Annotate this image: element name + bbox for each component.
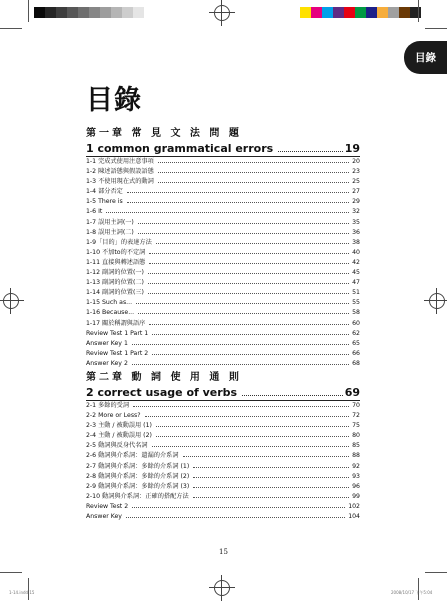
chapter-zh-title: 第二章 動 詞 使 用 通 則	[86, 371, 242, 383]
toc-entry-page: 93	[352, 472, 360, 480]
toc-entry-page: 20	[352, 158, 360, 165]
chapter-page-number: 69	[344, 385, 360, 399]
table-of-contents	[86, 125, 360, 522]
toc-entry	[86, 411, 360, 421]
toc-entry-title: 2-10 動詞與介系詞：正確的搭配方法	[86, 492, 189, 500]
color-swatch	[122, 7, 133, 18]
color-swatch	[366, 7, 377, 18]
toc-entry-page: 40	[352, 248, 360, 256]
side-tab	[404, 41, 447, 74]
color-swatch	[333, 7, 344, 18]
dot-leader	[126, 517, 345, 518]
toc-entry	[86, 359, 360, 369]
toc-entry-page: 58	[352, 309, 360, 317]
color-swatch	[56, 7, 67, 18]
color-swatch	[89, 7, 100, 18]
dot-leader	[127, 192, 349, 193]
toc-entry	[86, 319, 360, 329]
toc-entry	[86, 167, 360, 177]
toc-entry-title: Answer Key 1	[86, 339, 128, 347]
toc-entry-title: 1-6 It	[86, 208, 103, 216]
color-swatch	[388, 7, 399, 18]
dot-leader	[193, 497, 349, 498]
dot-leader	[145, 416, 350, 417]
dot-leader	[152, 446, 350, 447]
side-tab-label: 目錄	[415, 52, 436, 64]
toc-entry-title: 2-4 主動 / 被動誤用 (2)	[86, 432, 152, 440]
toc-entry-title: 1-3 不使用現在式的動詞	[86, 178, 154, 186]
toc-entry-title: 1-4 部分否定	[86, 188, 123, 196]
toc-entry-title: 1-11 直接與轉述語態	[86, 258, 146, 266]
toc-entry-page: 72	[352, 412, 360, 420]
toc-entry-page: 65	[352, 339, 360, 347]
toc-entry-page: 51	[352, 289, 360, 297]
registration-mark-icon	[214, 5, 230, 21]
crop-mark	[28, 578, 29, 600]
toc-entry-page: 80	[352, 432, 360, 440]
registration-mark-icon	[3, 293, 19, 309]
dot-leader	[138, 223, 349, 224]
toc-entry	[86, 218, 360, 228]
dot-leader	[193, 467, 349, 468]
toc-entry-page: 88	[352, 452, 360, 460]
registration-mark-icon	[429, 293, 445, 309]
toc-entry	[86, 207, 360, 217]
toc-entry-page: 23	[352, 168, 360, 176]
toc-entry-title: 1-10 不加to的不定詞	[86, 248, 146, 256]
dot-leader	[156, 426, 349, 427]
toc-entry	[86, 502, 360, 512]
dot-leader	[132, 344, 349, 345]
toc-entry	[86, 431, 360, 441]
toc-entry	[86, 278, 360, 288]
toc-entry	[86, 288, 360, 298]
toc-entry-title: 1-1 完成式使用注意事項	[86, 158, 154, 165]
chapter-page-number: 19	[344, 142, 360, 155]
toc-entry	[86, 421, 360, 431]
dot-leader	[149, 253, 349, 254]
dot-leader	[156, 243, 349, 244]
toc-entry-page: 55	[352, 299, 360, 307]
dot-leader	[148, 273, 349, 274]
toc-entry	[86, 197, 360, 207]
toc-entry	[86, 187, 360, 197]
toc-entry-page: 25	[352, 178, 360, 186]
toc-entry-page: 38	[352, 238, 360, 246]
chapter-zh-title: 第一章 常 見 文 法 問 題	[86, 128, 242, 139]
toc-entry-page: 85	[352, 442, 360, 450]
toc-entry-title: 1-14 副詞的位置(三)	[86, 289, 144, 297]
toc-entry-title: 2-6 動詞與介系詞：遺漏的介系詞	[86, 452, 179, 460]
dot-leader	[193, 487, 349, 488]
dot-leader	[158, 182, 349, 183]
toc-entry	[86, 177, 360, 187]
toc-entry	[86, 308, 360, 318]
color-swatch	[399, 7, 410, 18]
toc-entry-page: 60	[352, 319, 360, 327]
page-title: 目錄	[86, 85, 142, 116]
toc-entry	[86, 238, 360, 248]
crop-mark	[0, 572, 22, 573]
toc-entry-page: 70	[352, 401, 360, 409]
crop-mark	[425, 28, 447, 29]
dot-leader	[193, 477, 349, 478]
toc-entry-title: 2-2 More or Less?	[86, 412, 141, 420]
toc-entry-page: 68	[352, 359, 360, 367]
toc-entry	[86, 258, 360, 268]
toc-entry-page: 35	[352, 218, 360, 226]
color-swatch	[410, 7, 421, 18]
toc-entry-page: 36	[352, 228, 360, 236]
dot-leader	[152, 354, 349, 355]
dot-leader	[138, 233, 349, 234]
toc-entry-title: 1-8 誤用主詞(二)	[86, 228, 134, 236]
toc-entry-title: 2-8 動詞與介系詞：多餘的介系詞 (2)	[86, 472, 190, 480]
dot-leader	[132, 507, 345, 508]
color-swatch	[133, 7, 144, 18]
dot-leader	[278, 151, 343, 152]
toc-entry-title: Review Test 1 Part 1	[86, 329, 149, 337]
color-swatch	[34, 7, 45, 18]
dot-leader	[138, 313, 349, 314]
dot-leader	[158, 172, 349, 173]
dot-leader	[183, 456, 350, 457]
toc-entry-title: 1-12 副詞的位置(一)	[86, 269, 144, 277]
color-swatch	[311, 7, 322, 18]
color-swatch	[377, 7, 388, 18]
toc-entry-page: 99	[352, 492, 360, 500]
registration-mark-icon	[214, 580, 230, 596]
crop-mark	[28, 0, 29, 22]
toc-entry-page: 47	[352, 279, 360, 287]
toc-entry	[86, 472, 360, 482]
chapter-en-title: 1 common grammatical errors	[86, 142, 274, 155]
toc-entry-title: Answer Key 2	[86, 359, 128, 367]
color-swatch	[45, 7, 56, 18]
dot-leader	[158, 162, 349, 163]
toc-entry	[86, 339, 360, 349]
color-swatch	[100, 7, 111, 18]
toc-entry-page: 66	[352, 349, 360, 357]
dot-leader	[242, 395, 343, 396]
toc-entry-title: 2-5 動詞與反身代名詞	[86, 442, 148, 450]
toc-entry	[86, 268, 360, 278]
chapter-heading	[86, 141, 360, 157]
toc-entry	[86, 248, 360, 258]
toc-entry	[86, 492, 360, 502]
toc-entry-title: Answer Key	[86, 513, 122, 520]
toc-entry-title: 2-7 動詞與介系詞：多餘的介系詞 (1)	[86, 462, 190, 470]
toc-entry-page: 42	[352, 258, 360, 266]
dot-leader	[156, 436, 349, 437]
toc-entry-title: 2-1 多餘的受詞	[86, 401, 130, 409]
dot-leader	[148, 283, 349, 284]
dot-leader	[149, 324, 349, 325]
toc-entry	[86, 298, 360, 308]
page-number: 15	[219, 548, 228, 556]
footer-file-info: 1-14.indd 15	[9, 590, 35, 595]
footer-date-info: 2008/10/17 下午5:04	[391, 590, 433, 595]
toc-entry-page: 102	[348, 502, 360, 510]
toc-entry-title: 2-9 動詞與介系詞：多餘的介系詞 (3)	[86, 482, 190, 490]
toc-entry-title: 1-13 副詞的位置(二)	[86, 279, 144, 287]
toc-entry-page: 92	[352, 462, 360, 470]
color-swatch	[67, 7, 78, 18]
toc-entry	[86, 512, 360, 522]
toc-entry-title: Review Test 1 Part 2	[86, 349, 149, 357]
gray-calibration-strip	[34, 7, 144, 18]
color-swatch	[355, 7, 366, 18]
toc-entry-title: 1-15 Such as...	[86, 299, 133, 307]
chapter-en-title: 2 correct usage of verbs	[86, 385, 238, 399]
color-calibration-strip	[300, 7, 421, 18]
toc-entry	[86, 451, 360, 461]
dot-leader	[136, 303, 349, 304]
toc-entry-page: 27	[352, 188, 360, 196]
dot-leader	[132, 364, 349, 365]
dot-leader	[127, 202, 349, 203]
toc-entry-title: 1-7 誤用主詞(一)	[86, 218, 134, 226]
crop-mark	[418, 578, 419, 600]
toc-entry-page: 45	[352, 269, 360, 277]
toc-entry-page: 62	[352, 329, 360, 337]
toc-entry-title: 2-3 主動 / 被動誤用 (1)	[86, 422, 152, 430]
toc-entry-title: 1-2 陳述語態與假設語態	[86, 168, 154, 176]
toc-entry	[86, 462, 360, 472]
toc-entry-title: 1-17 關於稱謂與語序	[86, 319, 146, 327]
color-swatch	[111, 7, 122, 18]
crop-mark	[425, 572, 447, 573]
crop-mark	[418, 0, 419, 22]
toc-entry-page: 75	[352, 422, 360, 430]
toc-entry-page: 29	[352, 198, 360, 206]
dot-leader	[149, 263, 349, 264]
dot-leader	[133, 406, 349, 407]
toc-entry	[86, 329, 360, 339]
toc-entry-page: 96	[352, 482, 360, 490]
toc-entry-page: 32	[352, 208, 360, 216]
color-swatch	[344, 7, 355, 18]
toc-entry	[86, 441, 360, 451]
dot-leader	[148, 293, 349, 294]
toc-entry	[86, 401, 360, 411]
dot-leader	[152, 334, 349, 335]
crop-mark	[0, 28, 22, 29]
toc-entry-title: Review Test 2	[86, 502, 129, 510]
color-swatch	[322, 7, 333, 18]
toc-entry-title: 1-16 Because...	[86, 309, 135, 317]
toc-entry	[86, 349, 360, 359]
toc-entry	[86, 228, 360, 238]
toc-entry-title: 1-5 There is	[86, 198, 123, 206]
toc-entry-page: 104	[348, 513, 360, 520]
toc-entry-title: 1-9「目的」的表達方法	[86, 238, 152, 246]
toc-entry	[86, 157, 360, 167]
toc-entry	[86, 482, 360, 492]
dot-leader	[106, 212, 349, 213]
color-swatch	[300, 7, 311, 18]
color-swatch	[78, 7, 89, 18]
chapter-heading	[86, 385, 360, 401]
